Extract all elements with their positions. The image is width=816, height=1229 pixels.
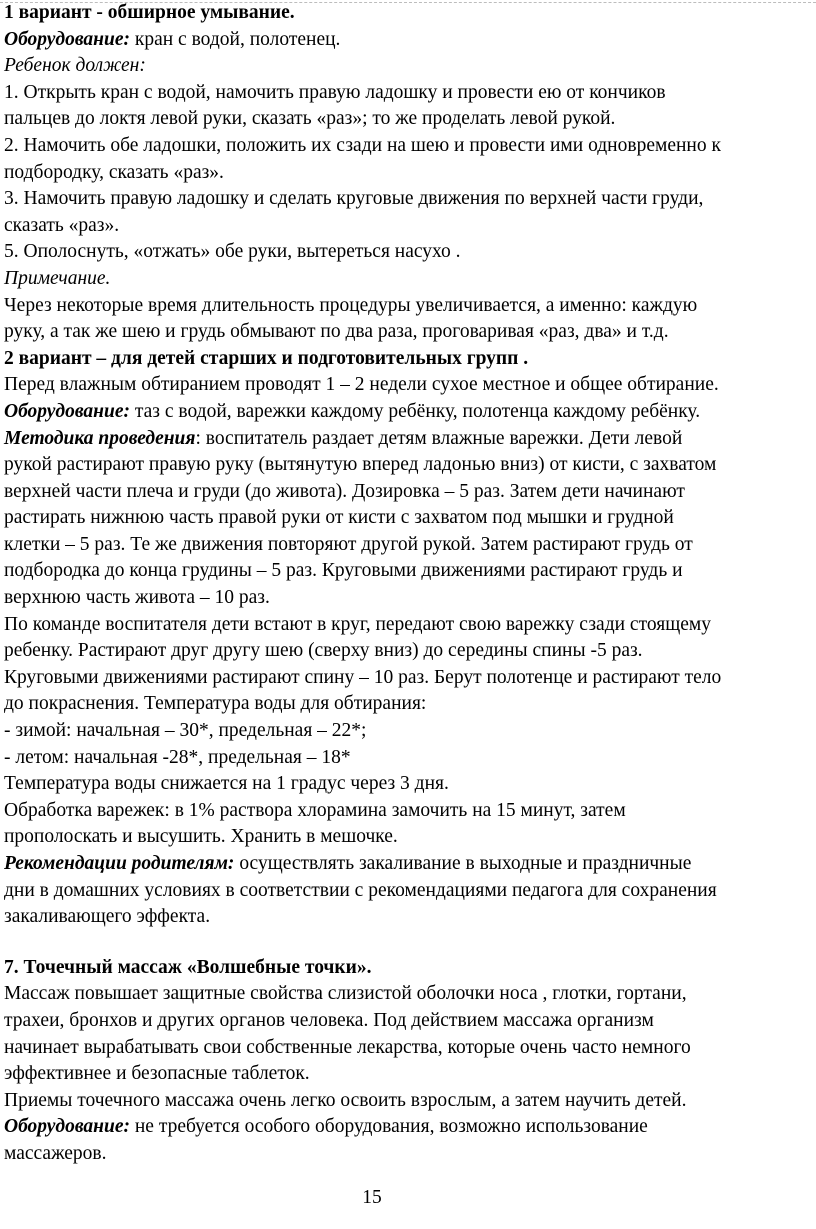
recommendations-label: Рекомендации родителям:	[4, 853, 235, 874]
text-line: начинает вырабатывать свои собственные лекарства, которые очень часто немного	[4, 1036, 691, 1058]
child-must-label: Ребенок должен:	[4, 55, 146, 77]
text-line: сказать «раз».	[4, 214, 120, 236]
text-line: подбородку, сказать «раз».	[4, 161, 224, 183]
section-gap	[4, 931, 812, 955]
text-line: рукой растирают правую руку (вытянутую вперед ладонью вниз) от кисти, с захватом	[4, 454, 717, 476]
text-line: закаливающего эффекта.	[4, 906, 211, 928]
text-line: растирать нижнюю часть правой руки от кисти с захватом под мышки и грудной	[4, 507, 674, 529]
variant1-title: 1 вариант - обширное умывание.	[4, 2, 295, 23]
text-line: Перед влажным обтиранием проводят 1 – 2 недели сухое местное и общее обтирание.	[4, 374, 719, 396]
equipment-text: кран с водой, полотенец.	[129, 28, 341, 50]
page-content	[4, 0, 812, 1168]
text-line: до покраснения. Температура воды для обтирания:	[4, 693, 427, 715]
text-line: верхней части плеча и груди (до живота). Дозировка – 5 раз. Затем дети начинают	[4, 480, 685, 502]
text-line: 2. Намочить обе ладошки, положить их сзади на шею и провести ими одновременно к	[4, 134, 721, 156]
equipment-label: Оборудование:	[4, 400, 130, 422]
method-line	[4, 426, 812, 453]
equipment-label: Оборудование:	[4, 28, 130, 50]
text-line: пальцев до локтя левой руки, сказать «раз»; то же проделать левой рукой.	[4, 108, 616, 130]
equipment-text: не требуется особого оборудования, возможно использование	[129, 1116, 648, 1138]
text-line: подбородка до конца грудины – 5 раз. Круговыми движениями растирают грудь и	[4, 560, 683, 582]
equipment-text: таз с водой, варежки каждому ребёнку, полотенца каждому ребёнку.	[129, 400, 701, 422]
text-line: 1. Открыть кран с водой, намочить правую ладошку и провести ею от кончиков	[4, 81, 666, 103]
text-line: дни в домашних условиях в соответствии с рекомендациями педагога для сохранения	[4, 879, 717, 901]
text-line: Приемы точечного массажа очень легко освоить взрослым, а затем научить детей.	[4, 1089, 687, 1111]
text-line: трахеи, бронхов и других органов человека. Под действием массажа организм	[4, 1009, 654, 1031]
variant2-equipment	[4, 399, 812, 426]
text-line: прополоскать и высушить. Хранить в мешочке.	[4, 826, 398, 848]
text-line: массажеров.	[4, 1142, 107, 1164]
recommendations-text: осуществлять закаливание в выходные и праздничные	[234, 853, 692, 874]
text-line: Температура воды снижается на 1 градус через 3 дня.	[4, 773, 449, 795]
text-line: верхнюю часть живота – 10 раз.	[4, 587, 270, 609]
text-line: По команде воспитателя дети встают в круг, передают свою варежку сзади стоящему	[4, 613, 711, 635]
text-line: эффективнее и безопасные таблеток.	[4, 1063, 310, 1085]
text-line: - зимой: начальная – 30*, предельная – 22*;	[4, 720, 367, 742]
recommendations-line	[4, 851, 812, 878]
section7-equipment	[4, 1114, 812, 1141]
text-line: - летом: начальная -28*, предельная – 18*	[4, 746, 351, 768]
method-text: : воспитатель раздает детям влажные варежки. Дети левой	[195, 427, 683, 449]
text-line: руку, а так же шею и грудь обмывают по два раза, проговаривая «раз, два» и т.д.	[4, 321, 669, 343]
text-line: 5. Ополоснуть, «отжать» обе руки, вытереться насухо .	[4, 241, 461, 263]
section7-title: 7. Точечный массаж «Волшебные точки».	[4, 956, 372, 978]
variant1-equipment	[4, 27, 812, 54]
text-line: ребенку. Растирают друг другу шею (сверху вниз) до середины спины -5 раз.	[4, 640, 643, 662]
text-line: Обработка варежек: в 1% раствора хлорамина замочить на 15 минут, затем	[4, 799, 626, 821]
equipment-label: Оборудование:	[4, 1116, 130, 1138]
method-label: Методика проведения	[4, 427, 196, 449]
text-line: Круговыми движениями растирают спину – 10 раз. Берут полотенце и растирают тело	[4, 666, 722, 688]
text-line: Через некоторые время длительность процедуры увеличивается, а именно: каждую	[4, 294, 698, 316]
text-line: Массаж повышает защитные свойства слизистой оболочки носа , глотки, гортани,	[4, 983, 687, 1005]
variant2-title: 2 вариант – для детей старших и подготовительных групп .	[4, 347, 529, 369]
text-line: 3. Намочить правую ладошку и сделать круговые движения по верхней части груди,	[4, 188, 704, 210]
text-line: клетки – 5 раз. Те же движения повторяют другой рукой. Затем растирают грудь от	[4, 533, 693, 555]
note-label: Примечание.	[4, 267, 111, 289]
page-number: 15	[362, 1187, 382, 1208]
